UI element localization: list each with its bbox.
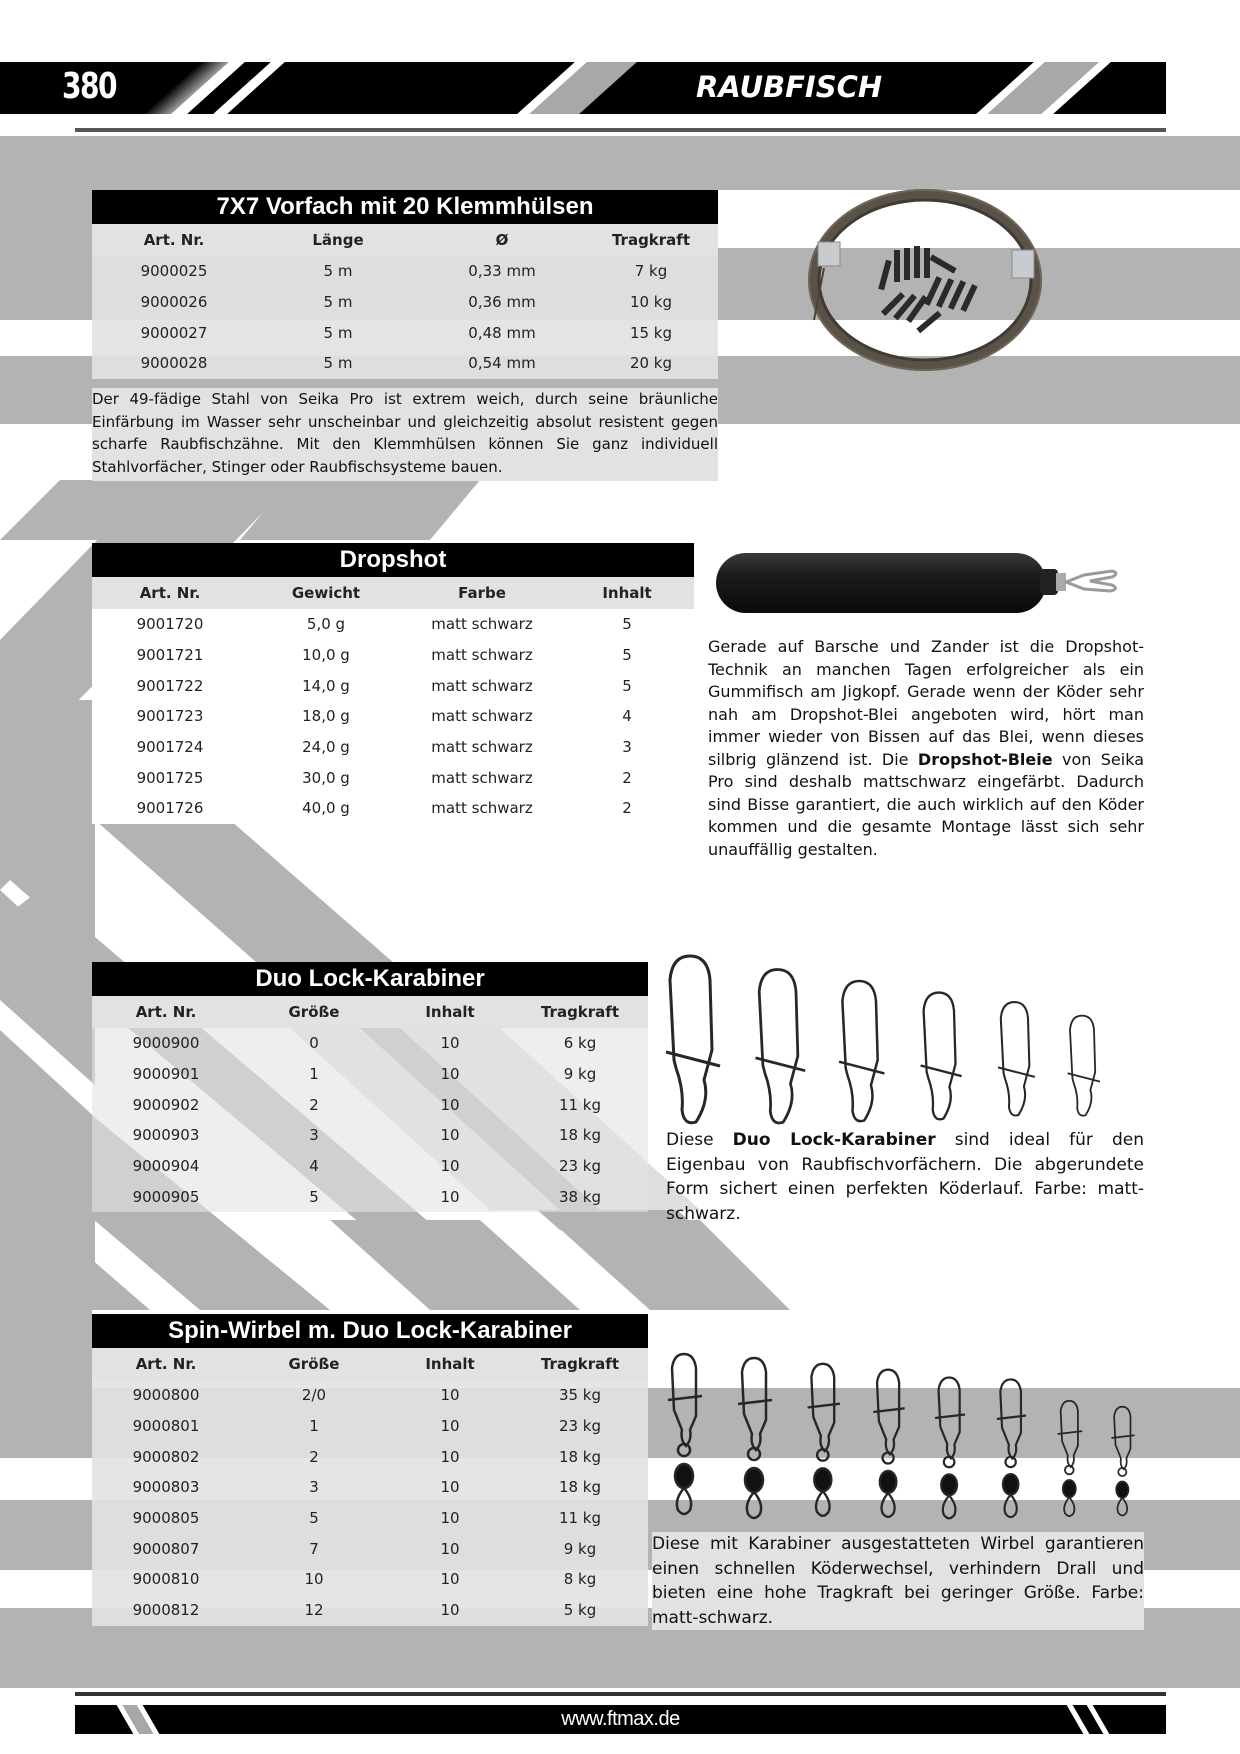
table-cell: 9000027 <box>140 323 208 342</box>
table-cell: 6 kg <box>563 1034 597 1053</box>
table-cell: 5 <box>622 646 632 665</box>
table-row <box>92 1059 648 1090</box>
table-row <box>92 1120 648 1151</box>
table-cell: 8 kg <box>563 1570 597 1589</box>
table-cell: 14,0 g <box>302 676 350 695</box>
table-cell: matt schwarz <box>431 676 533 695</box>
table-header-row <box>92 1348 648 1380</box>
description-bold: Duo Lock-Karabiner <box>732 1130 936 1150</box>
table-cell: 20 kg <box>629 354 673 373</box>
table-cell: 15 kg <box>629 323 673 342</box>
table-cell: 11 kg <box>558 1509 602 1528</box>
description-bold: Dropshot-Bleie <box>917 749 1053 769</box>
table-cell: matt schwarz <box>431 738 533 757</box>
table-cell: 10 <box>440 1570 460 1589</box>
table-cell: 2 <box>622 799 632 818</box>
table-row <box>92 1441 648 1472</box>
table-cell: 5 <box>309 1509 319 1528</box>
header-divider <box>75 128 1166 132</box>
product-image-swivels <box>660 1350 1150 1530</box>
table-cell: 9000904 <box>132 1157 200 1176</box>
table-row <box>92 1089 648 1120</box>
table-cell: 38 kg <box>558 1187 602 1206</box>
table-cell: 9001723 <box>136 707 204 726</box>
table-cell: 9000902 <box>132 1095 200 1114</box>
table-cell: 0,54 mm <box>468 354 536 373</box>
description-text: Diese <box>666 1130 733 1150</box>
table-cell: 40,0 g <box>302 799 350 818</box>
product-description: Der 49-fädige Stahl von Seika Pro ist extrem weich, durch seine bräunliche Einfärbung im Wasser sehr unscheinbar und gleichzeitig absolut resistent gegen scharfe Raubfischzähne. Mit den Klemmhülsen können Sie ganz individuell Stahlvorfächer, Stinger oder Raubfischsysteme bauen. <box>92 388 718 481</box>
table-cell: 9001722 <box>136 676 204 695</box>
table-cell: 10 <box>440 1095 460 1114</box>
column-header: Länge <box>312 231 364 249</box>
table-header-row <box>92 224 718 256</box>
table-row <box>92 1411 648 1442</box>
table-row <box>92 762 694 793</box>
table-cell: 35 kg <box>558 1386 602 1405</box>
table-row <box>92 1472 648 1503</box>
table-cell: 3 <box>622 738 632 757</box>
table-cell: 24,0 g <box>302 738 350 757</box>
table-cell: 23 kg <box>558 1157 602 1176</box>
table-cell: 10 <box>440 1187 460 1206</box>
table-cell: 10 <box>440 1065 460 1084</box>
section-title: RAUBFISCH <box>696 70 883 104</box>
table-cell: 10 <box>440 1157 460 1176</box>
page-number: 380 <box>62 66 116 107</box>
table-cell: matt schwarz <box>431 707 533 726</box>
header-bar <box>0 62 1166 114</box>
table-cell: 9000025 <box>140 262 208 281</box>
column-header: Gewicht <box>291 584 361 602</box>
table-cell: matt schwarz <box>431 646 533 665</box>
table-cell: matt schwarz <box>431 615 533 634</box>
table-cell: 3 <box>309 1478 319 1497</box>
table-cell: 10 <box>440 1034 460 1053</box>
table-cell: 4 <box>309 1157 319 1176</box>
table-cell: 18,0 g <box>302 707 350 726</box>
table-cell: 5 m <box>323 293 353 312</box>
table-title: Duo Lock-Karabiner <box>92 962 648 996</box>
column-header: Größe <box>288 1003 340 1021</box>
table-cell: 5 <box>309 1187 319 1206</box>
table-cell: 7 <box>309 1539 319 1558</box>
column-header: Art. Nr. <box>143 231 205 249</box>
table-cell: 2 <box>309 1095 319 1114</box>
table-title: Spin-Wirbel m. Duo Lock-Karabiner <box>92 1314 648 1348</box>
table-cell: 9000807 <box>132 1539 200 1558</box>
product-description: Diese mit Karabiner ausgestatteten Wirbel garantieren einen schnellen Köderwechsel, verhindern Drall und bieten eine hohe Tragkraft bei geringer Größe. Farbe: matt-schwarz. <box>652 1532 1144 1630</box>
table-cell: 10 <box>440 1447 460 1466</box>
table-cell: 18 kg <box>558 1447 602 1466</box>
table-cell: 9001725 <box>136 768 204 787</box>
table-cell: 10 <box>440 1126 460 1145</box>
table-cell: 9000901 <box>132 1065 200 1084</box>
table-header-row <box>92 996 648 1028</box>
table-cell: 0,33 mm <box>468 262 536 281</box>
table-row <box>92 640 694 671</box>
table-cell: 9001726 <box>136 799 204 818</box>
table-cell: 2/0 <box>301 1386 327 1405</box>
table-title: 7X7 Vorfach mit 20 Klemmhülsen <box>92 190 718 224</box>
product-image-duo-lock-snaps <box>660 950 1140 1130</box>
table-cell: 10 <box>440 1417 460 1436</box>
column-header: Inhalt <box>602 584 652 602</box>
column-header: Tragkraft <box>540 1355 620 1373</box>
table-body <box>92 256 718 379</box>
table-cell: 9000803 <box>132 1478 200 1497</box>
table-cell: 5 <box>622 676 632 695</box>
table-cell: 2 <box>309 1447 319 1466</box>
table-row <box>92 287 718 318</box>
table-row <box>92 1503 648 1534</box>
table-cell: 9000812 <box>132 1601 200 1620</box>
table-cell: 9000900 <box>132 1034 200 1053</box>
description-text: sind ideal für den Eigenbau von Raubfischvorfächern. Die abgerundete Form sichert einen perfekten Köderlauf. Farbe: matt-schwarz. <box>666 1130 1144 1224</box>
table-row <box>92 793 694 824</box>
column-header: Inhalt <box>425 1003 475 1021</box>
table-cell: 5 kg <box>563 1601 597 1620</box>
table-cell: 5 m <box>323 323 353 342</box>
table-cell: 10,0 g <box>302 646 350 665</box>
column-header: Tragkraft <box>540 1003 620 1021</box>
table-cell: 9000026 <box>140 293 208 312</box>
table-row <box>92 1380 648 1411</box>
table-cell: 9 kg <box>563 1065 597 1084</box>
table-cell: 5 m <box>323 354 353 373</box>
table-row <box>92 1181 648 1212</box>
table-row <box>92 670 694 701</box>
product-table-vorfach <box>92 190 718 379</box>
product-image-wire-coil <box>790 180 1050 390</box>
product-description <box>708 636 1144 861</box>
footer-divider <box>75 1692 1166 1696</box>
table-cell: 3 <box>309 1126 319 1145</box>
table-cell: 10 <box>304 1570 324 1589</box>
table-cell: 9001721 <box>136 646 204 665</box>
table-row <box>92 609 694 640</box>
table-body <box>92 1380 648 1626</box>
product-table-spin-wirbel <box>92 1314 648 1626</box>
table-cell: 30,0 g <box>302 768 350 787</box>
table-cell: 9001724 <box>136 738 204 757</box>
table-cell: 5,0 g <box>306 615 346 634</box>
product-table-dropshot <box>92 543 694 824</box>
column-header: Art. Nr. <box>135 1003 197 1021</box>
column-header: Tragkraft <box>611 231 691 249</box>
table-cell: 11 kg <box>558 1095 602 1114</box>
column-header: Inhalt <box>425 1355 475 1373</box>
table-cell: 2 <box>622 768 632 787</box>
column-header: Farbe <box>458 584 506 602</box>
table-row <box>92 1564 648 1595</box>
table-cell: 10 <box>440 1601 460 1620</box>
column-header: Ø <box>495 231 509 249</box>
table-cell: 9000903 <box>132 1126 200 1145</box>
table-cell: 10 kg <box>629 293 673 312</box>
table-title: Dropshot <box>92 543 694 577</box>
table-cell: 0 <box>309 1034 319 1053</box>
table-body <box>92 1028 648 1212</box>
table-cell: 0,36 mm <box>468 293 536 312</box>
table-cell: 9000028 <box>140 354 208 373</box>
table-cell: 7 kg <box>634 262 668 281</box>
table-row <box>92 1595 648 1626</box>
table-cell: 1 <box>309 1065 319 1084</box>
table-row <box>92 732 694 763</box>
column-header: Art. Nr. <box>139 584 201 602</box>
table-row <box>92 1028 648 1059</box>
table-cell: 10 <box>440 1478 460 1497</box>
table-row <box>92 348 718 379</box>
footer-bar <box>75 1705 1166 1734</box>
table-cell: 5 <box>622 615 632 634</box>
table-row <box>92 256 718 287</box>
table-cell: 9 kg <box>563 1539 597 1558</box>
table-cell: 10 <box>440 1386 460 1405</box>
table-cell: 4 <box>622 707 632 726</box>
product-description <box>666 1128 1144 1226</box>
table-row <box>92 1533 648 1564</box>
table-header-row <box>92 577 694 609</box>
table-cell: 0,48 mm <box>468 323 536 342</box>
table-cell: 18 kg <box>558 1126 602 1145</box>
table-cell: 12 <box>304 1601 324 1620</box>
table-cell: matt schwarz <box>431 768 533 787</box>
column-header: Größe <box>288 1355 340 1373</box>
table-cell: 9000802 <box>132 1447 200 1466</box>
table-cell: 9000800 <box>132 1386 200 1405</box>
description-text: Gerade auf Barsche und Zander ist die Dropshot-Technik an manchen Tagen erfolgreicher als ein Gummifisch am Jigkopf. Gerade wenn der Köder sehr nah am Dropshot-Blei angeboten wird, hört man immer wieder von Bissen auf das Blei, wenn dieses silbrig glänzend ist. Die <box>708 637 1144 769</box>
product-image-dropshot-weight <box>712 545 1132 615</box>
table-cell: 10 <box>440 1509 460 1528</box>
table-cell: 9000805 <box>132 1509 200 1528</box>
table-cell: 9001720 <box>136 615 204 634</box>
table-body <box>92 609 694 824</box>
table-row <box>92 701 694 732</box>
table-row <box>92 1151 648 1182</box>
table-cell: 9000801 <box>132 1417 200 1436</box>
table-cell: 23 kg <box>558 1417 602 1436</box>
table-row <box>92 317 718 348</box>
table-cell: 5 m <box>323 262 353 281</box>
footer-website-link[interactable]: www.ftmax.de <box>561 1708 680 1730</box>
table-cell: 9000810 <box>132 1570 200 1589</box>
description-text: von Seika Pro sind deshalb mattschwarz eingefärbt. Dadurch sind Bisse garantiert, die auch wirklich auf den Köder kommen und die gesamte Montage lässt sich sehr unauffällig gestalten. <box>708 749 1144 859</box>
table-cell: 9000905 <box>132 1187 200 1206</box>
product-table-duo-lock <box>92 962 648 1212</box>
table-cell: 18 kg <box>558 1478 602 1497</box>
table-cell: matt schwarz <box>431 799 533 818</box>
column-header: Art. Nr. <box>135 1355 197 1373</box>
table-cell: 10 <box>440 1539 460 1558</box>
table-cell: 1 <box>309 1417 319 1436</box>
